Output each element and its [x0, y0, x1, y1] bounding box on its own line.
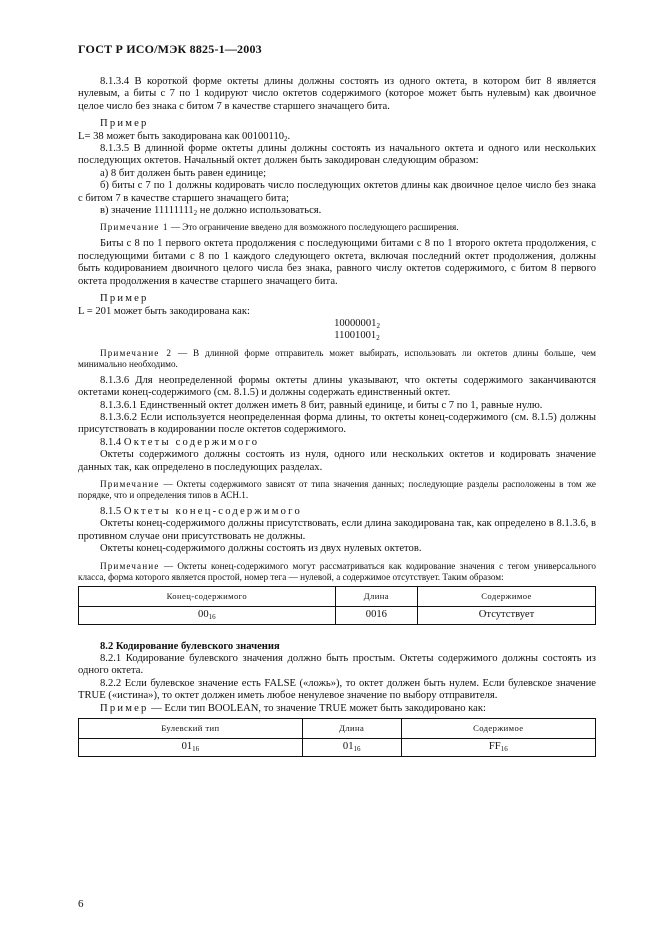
- page-number: 6: [78, 898, 84, 910]
- paragraph-subsequent-octets: Биты с 8 по 1 первого октета продолжения с последующими битами с 8 по 1 второго октета продолжения, с последующими битами с 8 по 1 каждого следующего октета, включая последний октет продолжения, должны быть кодированием двоичного целого числа без знака, равного числу октетов содержимого, с битом 8 первого октета продолжения в качестве старшего значащего бита.: [78, 238, 596, 287]
- paragraph-8-1-3-6: 8.1.3.6 Для неопределенной формы октеты длины указывают, что октеты содержимого заканчиваются октетами конец-содержимого (см. 8.1.5) и должны содержать единственный октет.: [78, 374, 596, 399]
- example-3: Пример — Если тип BOOLEAN, то значение TRUE может быть закодировано как:: [100, 702, 486, 714]
- table-cell: $01_{16}$: [302, 739, 401, 757]
- table-header-cell: Булевский тип: [79, 719, 303, 739]
- table-cell: $FF_{16}$: [401, 739, 595, 757]
- paragraph-8-1-3-5: 8.1.3.5 В длинной форме октеты длины должны состоять из начального октета и одного или нескольких последующих октетов. Начальный октет должен быть закодирован следующим образом:: [78, 143, 596, 167]
- list-item-c: в) значение $11111111_2$ не должно использоваться.: [100, 205, 322, 218]
- paragraph-8-1-3-6-1: 8.1.3.6.1 Единственный октет должен иметь 8 бит, равный единице, и биты с 7 по 1, равные нулю.: [100, 399, 543, 411]
- boolean-encoding-table: [78, 718, 596, 757]
- table-cell: 0016: [335, 606, 417, 624]
- note-3: Примечание — Октеты содержимого зависят от типа значения данных; последующие разделы расположены в том же порядке, что и определения типов в АСН.1.: [78, 478, 596, 500]
- heading-8-1-4: 8.1.4 Октеты содержимого: [100, 436, 260, 448]
- document-body: [78, 76, 596, 757]
- paragraph-8-1-5-b: Октеты конец-содержимого должны состоять из двух нулевых октетов.: [100, 543, 422, 555]
- list-item-a: а) 8 бит должен быть равен единице;: [100, 167, 267, 179]
- note-2: Примечание 2 — В длинной форме отправитель может выбирать, использовать ли октетов длины больше, чем минимально необходимо.: [78, 347, 596, 369]
- paragraph-8-1-5-a: Октеты конец-содержимого должны присутствовать, если длина закодирована так, как определено в 8.1.3.6, в противном случае они присутствовать не должны.: [78, 518, 596, 542]
- heading-8-1-5: 8.1.5 Октеты конец-содержимого: [100, 505, 302, 517]
- example-label-2: Пример: [100, 293, 149, 305]
- note-4: Примечание — Октеты конец-содержимого могут рассматриваться как кодирование значения с тегом универсального класса, форма которого является простой, номер тега — нулевой, а содержимое отсутствует. Таким образом:: [78, 560, 596, 582]
- paragraph-8-1-3-6-2: 8.1.3.6.2 Если используется неопределенная форма длины, то октеты конец-содержимого (см. 8.1.5) должны присутствовать в кодировании после октетов содержимого.: [78, 411, 596, 436]
- note-1: Примечание 1 — Это ограничение введено для возможного последующего расширения.: [100, 222, 459, 233]
- table-header-cell: Длина: [335, 586, 417, 606]
- end-of-contents-table: [78, 586, 596, 625]
- list-item-b: б) биты с 7 по 1 должны кодировать число последующих октетов длины как двоичное целое число без знака с битом 7 в качестве старшего значащего бита;: [78, 180, 596, 204]
- example-code-2: $11001001_2$: [334, 330, 380, 343]
- table-header-cell: Содержимое: [401, 719, 595, 739]
- table-header-cell: Содержимое: [418, 586, 596, 606]
- paragraph-8-2-1: 8.2.1 Кодирование булевского значения должно быть простым. Октеты содержимого должны состоять из одного октета.: [78, 653, 596, 677]
- table-cell: $00_{16}$: [79, 606, 336, 624]
- table-cell: Отсутствует: [418, 606, 596, 624]
- example-code-1: $10000001_2$: [334, 317, 380, 330]
- table-header-cell: Конец-содержимого: [79, 586, 336, 606]
- paragraph-8-1-4: Октеты содержимого должны состоять из нуля, одного или нескольких октетов и кодировать значение данных так, как определено в последующих разделах.: [78, 449, 596, 473]
- paragraph-8-2-2: 8.2.2 Если булевское значение есть FALSE («ложь»), то октет должен быть нулем. Если булевское значение TRUE («истина»), то октет должен иметь любое ненулевое значение по выбору отправителя.: [78, 677, 596, 702]
- heading-8-2: 8.2 Кодирование булевского значения: [100, 640, 280, 652]
- table-header-cell: Длина: [302, 719, 401, 739]
- table-cell: $01_{16}$: [79, 739, 303, 757]
- paragraph-8-1-3-4: 8.1.3.4 В короткой форме октеты длины должны состоять из одного октета, в котором бит 8 является нулевым, а биты с 7 по 1 кодируют число октетов содержимого (которое может быть нулевым) как двоичное целое число без знака с битом 7 в качестве старшего значащего бита.: [78, 76, 596, 112]
- example-line-2: L = 201 может быть закодирована как:: [78, 305, 250, 317]
- example-label: Пример: [100, 118, 149, 130]
- example-line: L= 38 может быть закодирована как $00100110_2$.: [78, 130, 291, 143]
- document-header: ГОСТ Р ИСО/МЭК 8825-1—2003: [78, 42, 262, 56]
